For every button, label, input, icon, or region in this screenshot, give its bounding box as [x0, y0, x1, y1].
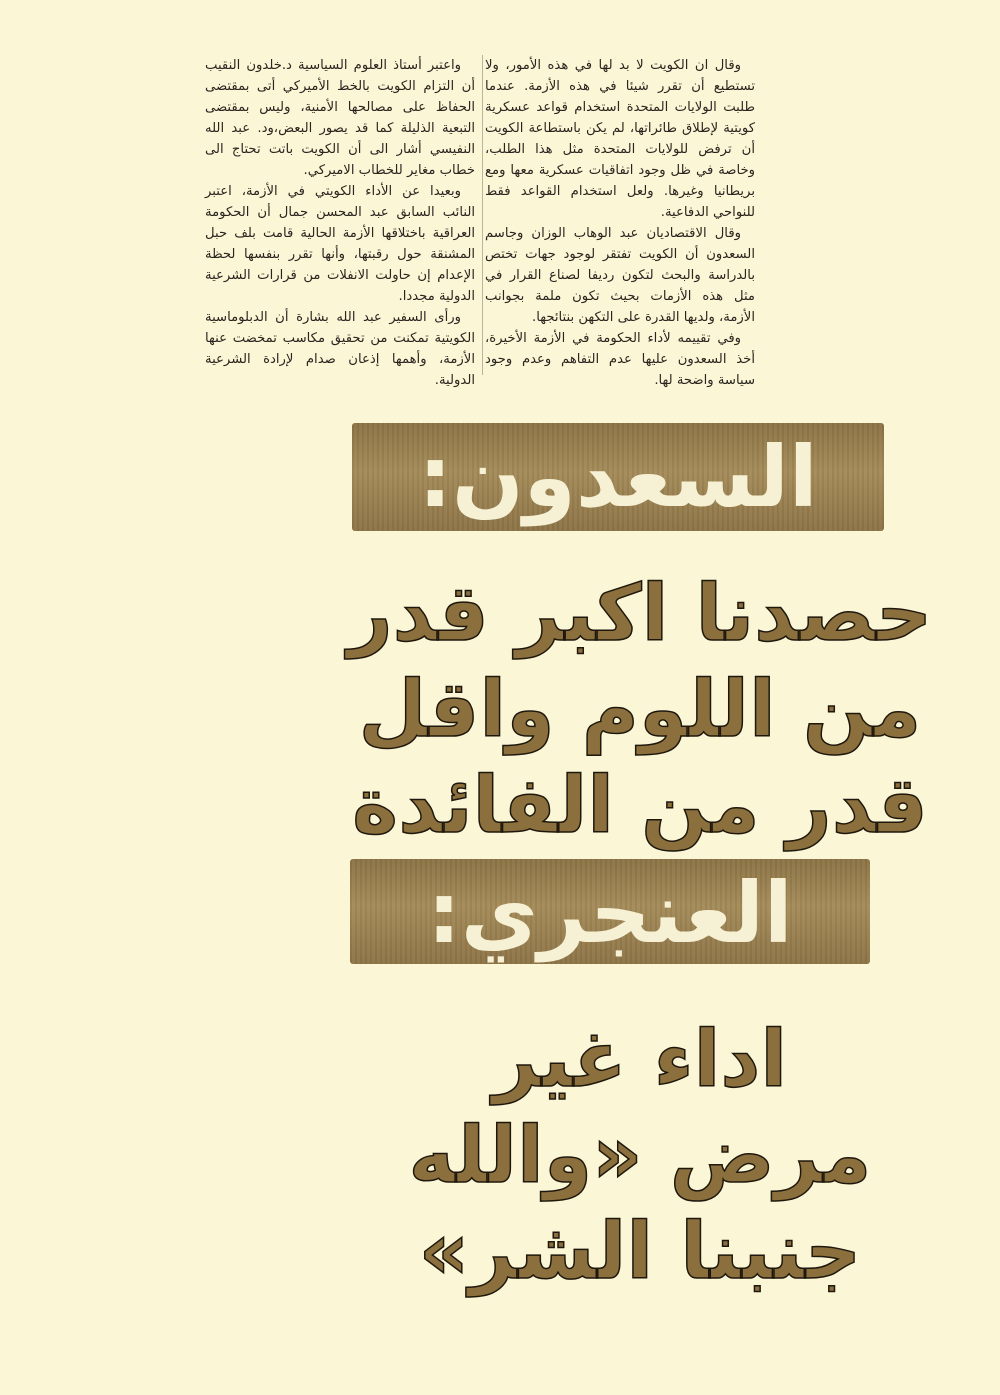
paragraph: وقال ان الكويت لا بد لها في هذه الأمور، ولا تستطيع أن تقرر شيئا في هذه الأزمة. عندما طلبت الولايات المتحدة استخدام قواعد عسكرية كويتية لإطلاق طائراتها، لم يكن باستطاعة الكويت أن ترفض للولايات المتحدة مثل هذا الطلب، وخاصة في ظل وجود اتفاقيات عسكرية معها ومع بريطانيا وغيرها. ولعل استخدام القواعد فقط للنواحي الدفاعية.	[485, 58, 755, 220]
headline-line: حصدنا اكبر قدر	[347, 569, 933, 659]
speaker-name: السعدون:	[418, 428, 818, 526]
article-column-right	[485, 55, 755, 391]
headline-line: من اللوم واقل	[358, 665, 922, 755]
speaker-banner-anjari	[350, 859, 870, 964]
paragraph: ورأى السفير عبد الله بشارة أن الدبلوماسية الكويتية تمكنت من تحقيق مكاسب تمخضت عنها الأزمة، وأهمها إذعان صدام لإرادة الشرعية الدولية.	[205, 310, 475, 388]
speaker-name: العنجري:	[427, 864, 793, 962]
headline-line: مرض «والله	[408, 1111, 872, 1201]
headline-line: جنبنا الشر»	[418, 1207, 862, 1297]
article-column-left	[205, 55, 475, 391]
paragraph: وبعيدا عن الأداء الكويتي في الأزمة، اعتبر النائب السابق عبد المحسن جمال أن الحكومة العراقية باختلاقها الأزمة الحالية قامت بلف حبل المشنقة حول رقبتها، وأنها تقرر بنفسها لحظة الإعدام إن حاولت الانفلات من قرارات الشرعية الدولية مجددا.	[205, 184, 475, 304]
speaker-banner-saadoun	[352, 423, 884, 531]
article-columns	[205, 55, 755, 388]
headline-line: اداء غير	[492, 1015, 788, 1105]
quote-headline-saadoun	[340, 566, 940, 854]
column-divider	[482, 55, 483, 375]
headline-line: قدر من الفائدة	[352, 761, 928, 851]
paragraph: واعتبر أستاذ العلوم السياسية د.خلدون النقيب أن التزام الكويت بالخط الأميركي أتى بمقتضى الحفاظ على مصالحها الأمنية، وليس بمقتضى التبعية الذليلة كما قد يصور البعض،ود. عبد الله النفيسي أشار الى أن الكويت باتت تحتاج الى خطاب مغاير للخطاب الاميركي.	[205, 58, 475, 178]
paragraph: وفي تقييمه لأداء الحكومة في الأزمة الأخيرة، أخذ السعدون عليها عدم التفاهم وعدم وجود سياسة واضحة لها.	[485, 331, 755, 388]
paragraph: وقال الاقتصاديان عبد الوهاب الوزان وجاسم السعدون أن الكويت تفتقر لوجود جهات تختص بالدراسة والبحث لتكون رديفا لصناع القرار في مثل هذه الأزمات بحيث تكون ملمة بجوانب الأزمة، ولديها القدرة على التكهن بنتائجها.	[485, 226, 755, 325]
quote-headline-anjari	[340, 1012, 940, 1300]
